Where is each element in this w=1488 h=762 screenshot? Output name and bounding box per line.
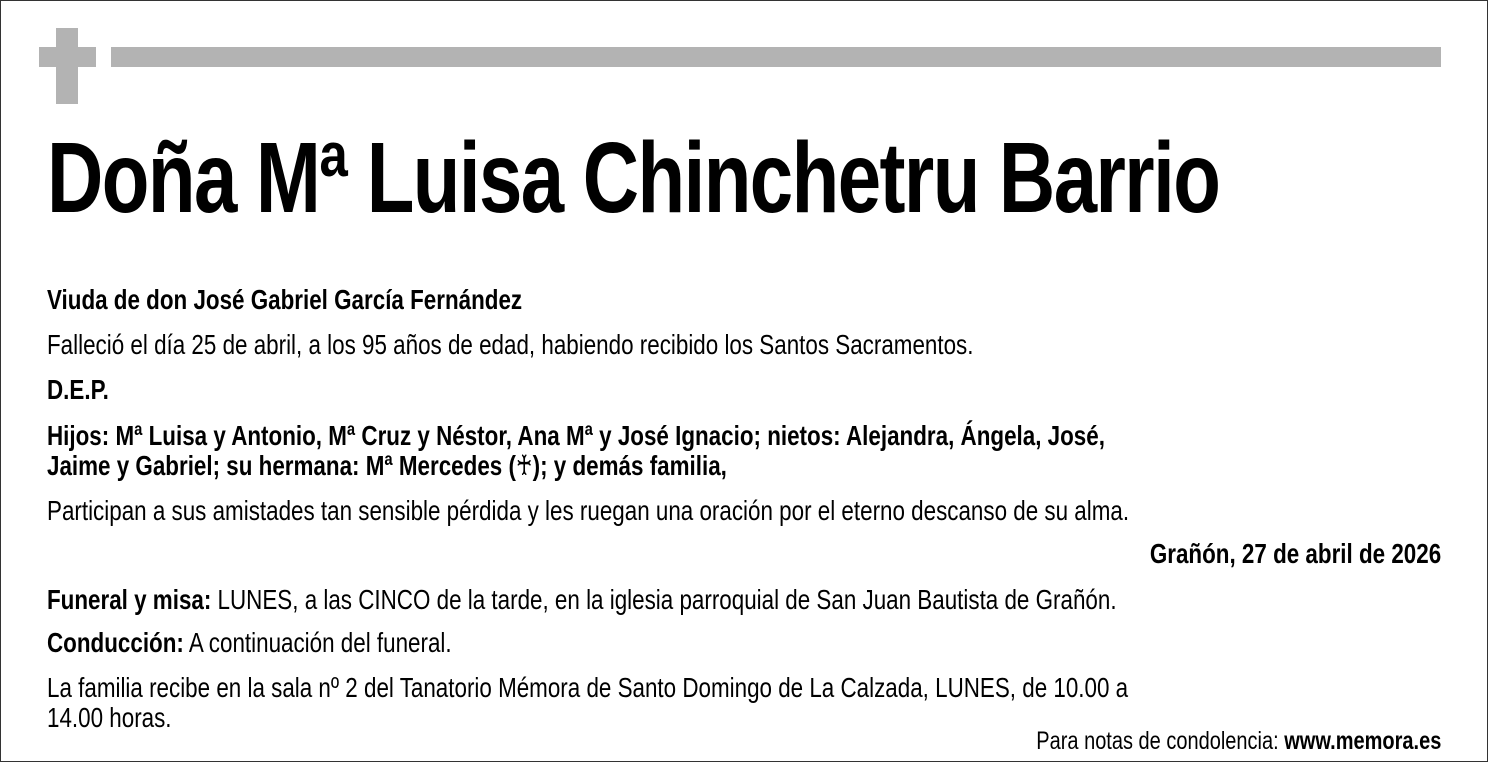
dep-line: D.E.P. (47, 374, 109, 405)
cross-icon-horizontal-bar (39, 47, 96, 67)
funeral-text: LUNES, a las CINCO de la tarde, en la iglesia parroquial de San Juan Bautista de Grañón. (211, 584, 1117, 615)
condolence-note (1036, 727, 1441, 755)
family-line-2: Jaime y Gabriel; su hermana: Mª Mercedes (♰); y demás familia, (47, 450, 727, 481)
condolence-label: Para notas de condolencia: (1035, 727, 1284, 755)
widow-line: Viuda de don José Gabriel García Fernández (47, 284, 523, 315)
header-rule (111, 47, 1441, 67)
conduccion-line (47, 628, 452, 658)
family-line-1: Hijos: Mª Luisa y Antonio, Mª Cruz y Néstor, Ana Mª y José Ignacio; nietos: Alejandra, Ángela, José, (47, 420, 1105, 451)
funeral-line (47, 585, 1117, 615)
place-date: Grañón, 27 de abril de 2026 (1149, 538, 1441, 569)
deceased-name-title: Doña Mª Luisa Chinchetru Barrio (47, 122, 1220, 234)
death-notice-line: Falleció el día 25 de abril, a los 95 años de edad, habiendo recibido los Santos Sacramentos. (47, 329, 974, 360)
reception-line-2: 14.00 horas. (47, 702, 172, 733)
conduccion-text: A continuación del funeral. (183, 627, 452, 658)
funeral-label: Funeral y misa: (47, 584, 212, 615)
conduccion-label: Conducción: (47, 627, 184, 658)
participation-line: Participan a sus amistades tan sensible pérdida y les ruegan una oración por el eterno descanso de su alma. (47, 495, 1130, 526)
condolence-link[interactable]: www.memora.es (1283, 727, 1441, 755)
reception-line-1: La familia recibe en la sala nº 2 del Tanatorio Mémora de Santo Domingo de La Calzada, LUNES, de 10.00 a (47, 672, 1129, 703)
